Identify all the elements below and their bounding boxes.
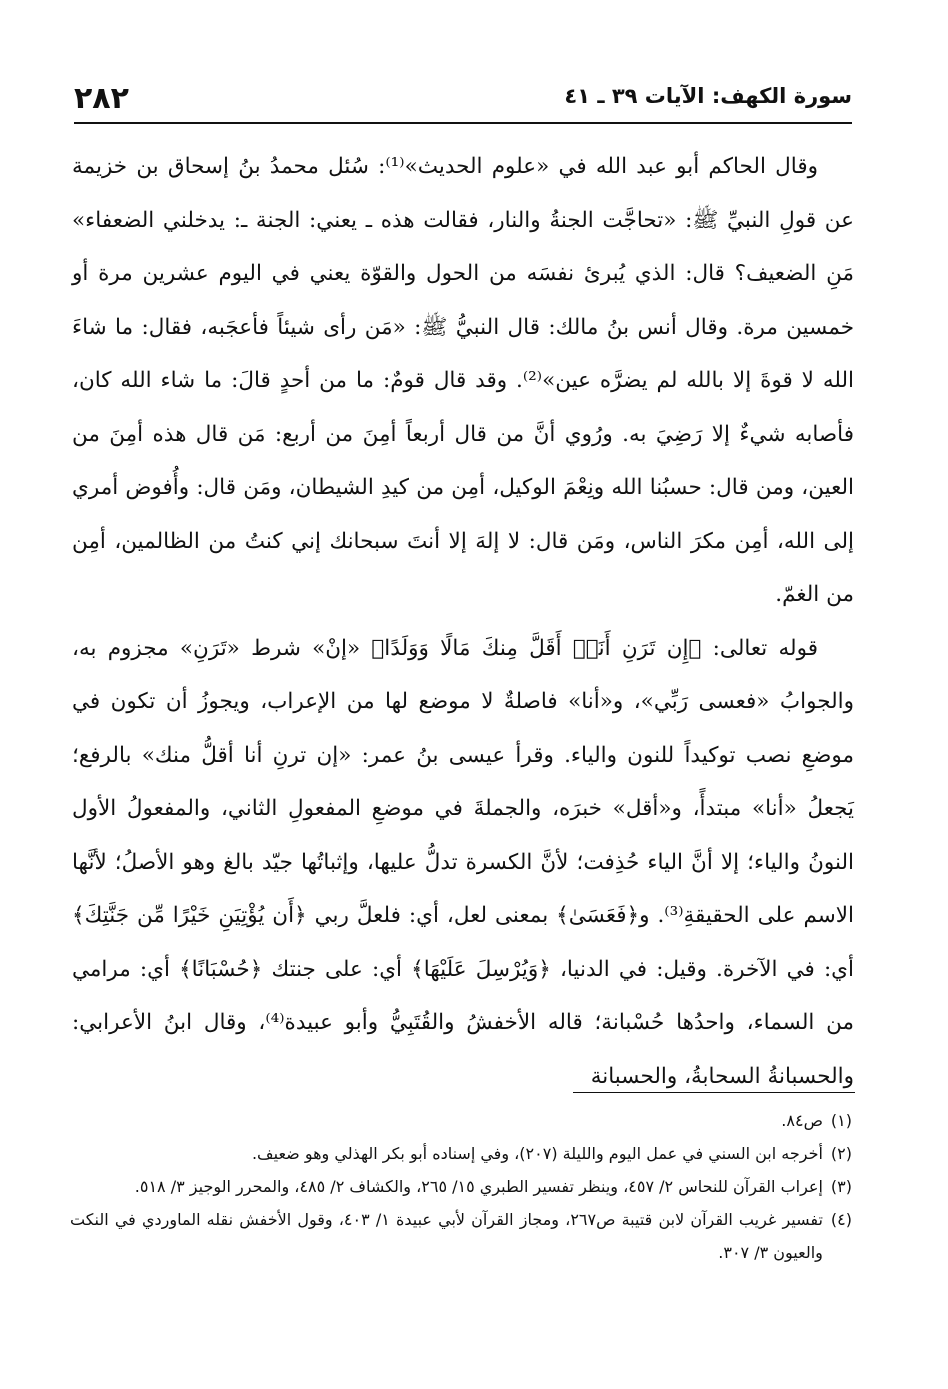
footnote-4 xyxy=(70,1203,852,1269)
paragraph: قوله تعالى: ﴿إِن تَرَنِ أَنَا۠ أَقَلَّ مِنكَ مَالًا وَوَلَدًا﴾ «إنْ» شرط «تَرَنِ» مجزوم به، والجوابُ «فعسى رَبِّي»، و«أنا» فاصلةٌ لا موضع لها من الإعراب، ويجوزُ أن تكون في موضعِ نصب توكيداً للنون والياء. وقرأ عيسى بنُ عمر: «إن ترنِ أنا أقلُّ منك» بالرفع؛ يَجعلُ «أنا» مبتدأً، و«أقل» خبرَه، والجملةَ في موضعِ المفعولِ الثاني، والمفعولُ الأول النونُ والياء؛ إلا أنَّ الياء حُذِفت؛ لأنَّ الكسرة تدلُّ عليها، وإثباتُها جيّد بالغ وهو الأصلُ؛ لأنَّها الاسم على الحقيقةِ⁽³⁾. و﴿فَعَسَىٰ﴾ بمعنى لعل، أي: فلعلَّ ربي ﴿أَن يُؤْتِيَنِ خَيْرًا مِّن جَنَّتِكَ﴾ أي: في الآخرة. وقيل: في الدنيا، ﴿وَيُرْسِلَ عَلَيْهَا﴾ أي: على جنتك ﴿حُسْبَانًا﴾ أي: مرامي من السماء، واحدُها حُسْبانة؛ قاله الأخفشُ والقُتَبِيُّ وأبو عبيدة⁽⁴⁾، وقال ابنُ الأعرابي: والحسبانةُ السحابةُ، والحسبانة xyxy=(72,635,855,1089)
footnote-text: أخرجه ابن السني في عمل اليوم والليلة (٢٠٧)، وفي إسناده أبو بكر الهذلي وهو ضعيف. xyxy=(251,1144,823,1163)
footnote-3 xyxy=(70,1170,852,1203)
footnote-separator xyxy=(573,1092,855,1093)
footnote-number: (١) xyxy=(830,1111,852,1130)
paragraph: وقال الحاكم أبو عبد الله في «علوم الحديث»⁽¹⁾: سُئل محمدُ بنُ إسحاق بن خزيمة عن قولِ النبيِّ ﷺ: «تحاجَّت الجنةُ والنار، فقالت هذه ـ يعني: الجنة ـ: يدخلني الضعفاء» مَنِ الضعيف؟ قال: الذي يُبرئ نفسَه من الحول والقوّة يعني في اليوم عشرين مرة أو خمسين مرة. وقال أنس بنُ مالك: قال النبيُّ ﷺ: «مَن رأى شيئاً فأعجَبه، فقال: ما شاءَ الله لا قوةَ إلا بالله لم يضرَّه عين»⁽²⁾. وقد قال قومٌ: ما من أحدٍ قالَ: ما شاء الله كان، فأصابه شيءٌ إلا رَضِيَ به. ورُوي أنَّ من قال أربعاً أمِنَ من أربع: مَن قال هذه أمِنَ من العين، ومن قال: حسبُنا الله ونِعْمَ الوكيل، أمِن من كيدِ الشيطان، ومَن قال: وأُفوض أمري إلى الله، أمِن مكرَ الناس، ومَن قال: لا إلهَ إلا أنتَ سبحانك إني كنتُ من الظالمين، أمِن من الغمّ. xyxy=(72,154,854,607)
footnote-number: (٤) xyxy=(830,1210,852,1229)
footnote-number: (٢) xyxy=(830,1144,852,1163)
main-text xyxy=(72,140,854,1103)
footnote-text: إعراب القرآن للنحاس ٢/ ٤٥٧، وينظر تفسير الطبري ١٥/ ٢٦٥، والكشاف ٢/ ٤٨٥، والمحرر الوجيز ٣/ ٥١٨. xyxy=(134,1177,823,1196)
footnote-number: (٣) xyxy=(830,1177,852,1196)
footnote-text: ص٨٤. xyxy=(781,1111,823,1130)
running-title: سورة الكهف: الآيات ٣٩ ـ ٤١ xyxy=(564,84,852,108)
page-number: ٢٨٢ xyxy=(74,81,129,116)
footnote-1 xyxy=(70,1104,852,1137)
footnote-2 xyxy=(70,1137,852,1170)
page-header xyxy=(74,70,852,124)
footnotes xyxy=(70,1104,852,1269)
footnote-text: تفسير غريب القرآن لابن قتيبة ص٢٦٧، ومجاز القرآن لأبي عبيدة ١/ ٤٠٣، وقول الأخفش نقله الماوردي في النكت والعيون ٣/ ٣٠٧. xyxy=(70,1210,823,1262)
